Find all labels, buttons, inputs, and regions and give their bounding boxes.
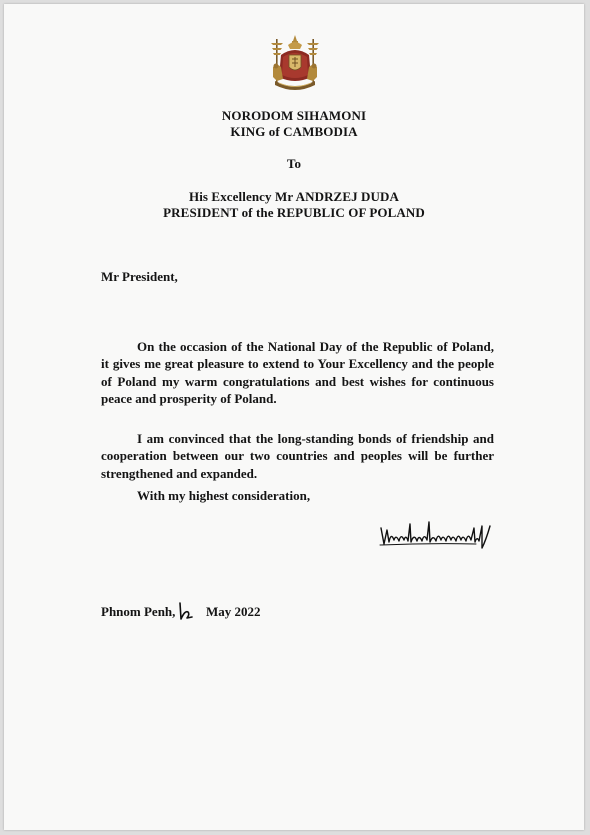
handwritten-day-mark — [177, 600, 195, 622]
signature-icon — [378, 518, 496, 552]
recipient-name: His Excellency Mr ANDRZEJ DUDA — [188, 189, 400, 204]
letter-page — [4, 4, 584, 830]
royal-arms-emblem-icon — [267, 33, 323, 95]
salutation: Mr President, — [101, 269, 178, 284]
recipient-title: PRESIDENT of the REPUBLIC OF POLAND — [163, 205, 425, 220]
closing-line: With my highest consideration, — [137, 488, 311, 503]
place-text: Phnom Penh, — [101, 604, 176, 619]
to-label: To — [286, 156, 302, 171]
sender-name: NORODOM SIHAMONI — [221, 108, 367, 123]
body-paragraph: On the occasion of the National Day of the Republic of Poland, it gives me great pleasure to extend to Your Excellency and the people of Poland my warm congratulations and best wishes for continuous peace and prosperity of Poland. — [101, 339, 494, 407]
month-year-text: May 2022 — [206, 604, 261, 619]
sender-title: KING of CAMBODIA — [230, 124, 358, 139]
body-paragraph: I am convinced that the long-standing bonds of friendship and cooperation between our two countries and peoples will be further strengthened and expanded. — [101, 431, 494, 481]
place-and-date — [101, 604, 261, 620]
